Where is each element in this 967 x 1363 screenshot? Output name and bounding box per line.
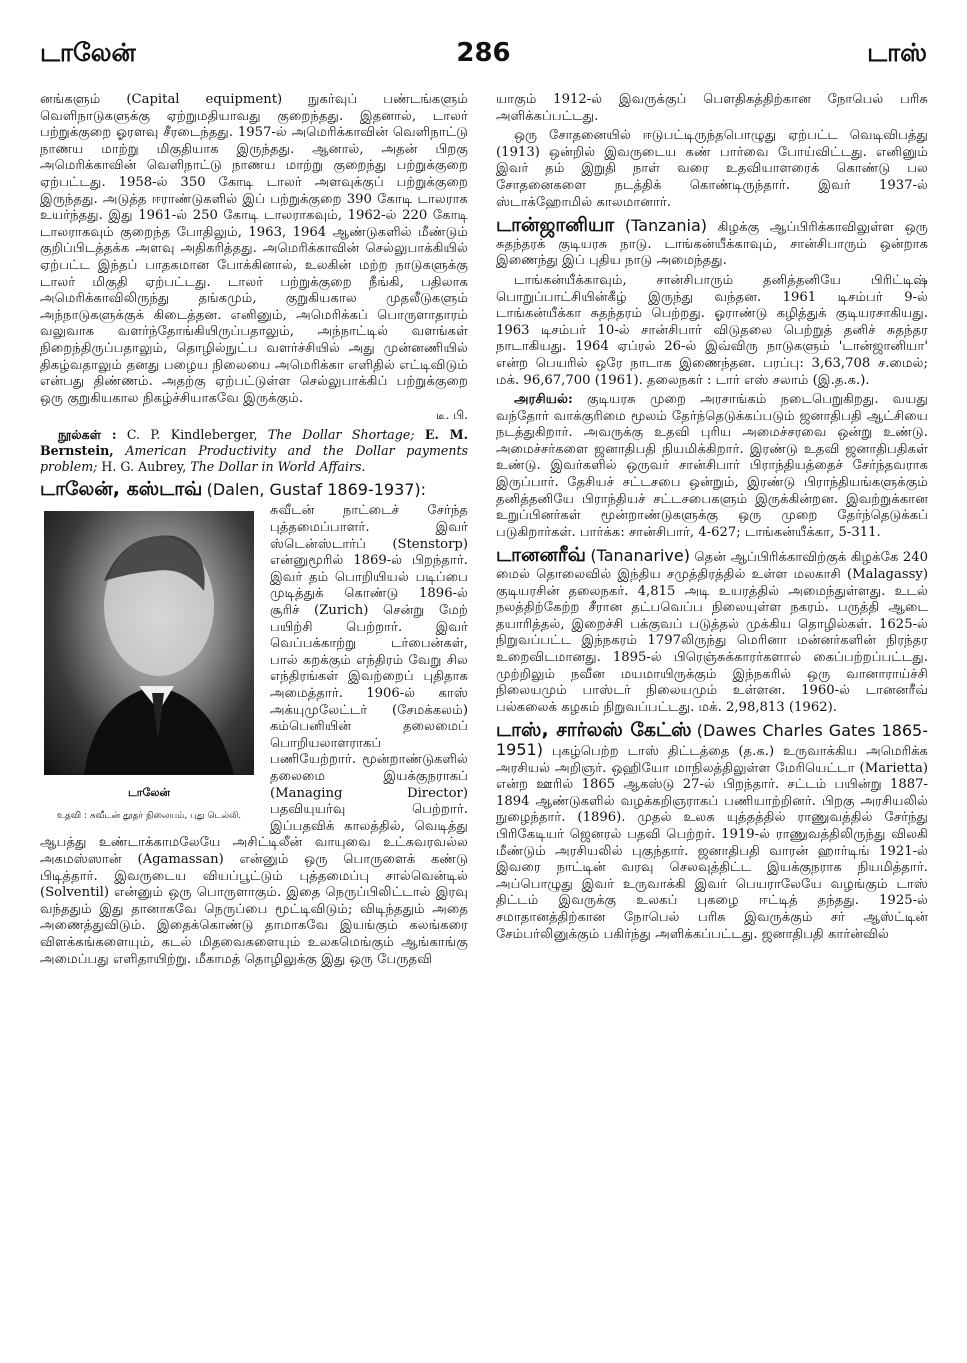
entry-dalen-text: சுவீடன் நாட்டைச் சேர்ந்த புத்தமைப்பாளர். இவர் ஸ்டென்ஸ்டார்ப் (Stenstorp) என்னுமூரில் 1869-ல் பிறந்தார். இவர் தம் பொறியியல் படிப்பை முடித்துக் கொண்டு 1896-ல் சூரிச் (Zurich) சென்று மேற் பயிற்சி பெற்றார். இவர் வெப்பக்காற்று டர்பைன்கள், பால் கறக்கும் எந்திரம் வேறு சில எந்திரங்கள் இவற்றைப் புதிதாக அமைத்தார். 1906-ல் காஸ் அக்யுமுலேட்டர் (சேமக்கலம்) கம்பெனியின் தலைமைப் பொறியலாளராகப் பணியேற்றார். மூன்றாண்டுகளில் தலைமை இயக்குநராகப் (Managing Director) பதவியுயர்வு பெற்றார். இப்பதவிக் காலத்தில், வெடித்து ஆபத்து உண்டாக்காமலேயே அசிட்டிலீன் வாயுவை உட்கவரவல்ல அகமஸ்ஸான் (Agamassan) என்னும் ஒரு பொருளைக் கண்டு பிடித்தார். இவருடைய வியப்பூட்டும் புத்தமைப்பு சால்வென்டில் (Solventil) என்னும் ஒரு பொருளாகும். இதை நெருப்பிலிட்டால் இரவு வந்ததும் இது தானாகவே நெருப்பை மூட்டிவிடும்; விடிந்ததும் அதை அணைத்துவிடும். இதைக்கொண்டு தாமாகவே இயங்கும் கலங்கரை விளக்கங்களையும், கடல் மிதவைகளையும் உலகமெங்கும் ஆங்காங்கு அமைப்பது எளிதாயிற்று. மீகாமத் தொழிலுக்கு இது ஒரு பேருதவி	[40, 503, 468, 967]
entry-dalen-headline	[40, 478, 468, 501]
portrait-photo	[44, 511, 254, 775]
entry-headword-english: (Dawes Charles Gates 1865-1951)	[496, 721, 929, 759]
entry-headword-english: (Dalen, Gustaf 1869-1937):	[206, 479, 427, 499]
entry-dawes: டாஸ், சார்லஸ் கேட்ஸ் (Dawes Charles Gates 1865-1951) புகழ்பெற்ற டாஸ் திட்டத்தை (த.க.) உருவாக்கிய அமெரிக்க அரசியல் அறிஞர். ஒஹியோ மாநிலத்திலுள்ள மேரியெட்டா (Marietta) என்ற ஊரில் 1865 ஆகஸ்டு 27-ல் பிறந்தார். சட்டம் பயின்று 1887-1894 ஆண்டுகளில் வழக்கறிஞராகப் பணியாற்றினர். பிறகு அரசியலில் நுழைந்தார். (1896). முதல் உலக யுத்தத்தில் ராணுவத்தில் சேர்ந்து பிரிகேடியர் ஜெனரல் பதவி பெற்றர். 1919-ல் ராணுவத்திலிருந்து விலகி மீண்டும் அரசியலில் புகுந்தார். ஜனாதிபதி வாரன் ஹார்டிங் 1921-ல் இவரை நாட்டின் வரவு செலவுத்திட்ட இயக்குநராக நியமித்தார். அப்பொழுது இவர் உருவாக்கி இவர் பெயராலேயே வழங்கும் டாஸ் திட்டம் இவருக்கு உலகப் புகழை ஈட்டித் தந்தது. 1925-ல் சமாதானத்திற்கான நோபெல் பரிசு இவருக்கும் சர் ஆஸ்ட்டின் சேம்பர்லினுக்கும் பகிர்ந்து அளிக்கப்பட்டது. ஜனாதிபதி கார்ன்வில்	[496, 719, 929, 942]
right-column	[496, 92, 928, 946]
running-head-left: டாலேன்	[40, 38, 136, 67]
bibliography: நூல்கள் : C. P. Kindleberger, The Dollar Shortage; E. M. Bernstein, American Productivity and the Dollar payments problem; H. G. Aubrey, The Dollar in World Affairs.	[40, 426, 468, 474]
entry-headword: டாலேன், கஸ்டாவ்	[40, 477, 203, 500]
running-head-right: டாஸ்	[867, 38, 927, 67]
entry-tananarive: டானனரீவ் (Tananarive) தென் ஆப்பிரிக்காவிற்குக் கிழக்கே 240 மைல் தொலைவில் இந்திய சமுத்திரத்தில் உள்ள மலகாசி (Malagassy) குடியரசின் தலைநகர். 4,815 அடி உயரத்தில் அமைந்துள்ளது. உடல் நலத்திற்கேற்ற சீரான தட்பவெப்ப நிலையுள்ள நகரம். பருத்தி ஆடை தயாரித்தல், இறைச்சி பக்குவப் படுத்தல் முக்கிய தொழில்கள். 1625-ல் நிறுவப்பட்ட இந்நகரம் 1797லிருந்து மெரினா மன்னர்களின் நிரந்தர உறைவிடமானது. 1895-ல் பிரெஞ்சுக்காரர்களால் கைப்பற்றப்பட்டது. முற்றிலும் நவீன மயமாயிருக்கும் இந்நகரில் ஒரு வானாராய்ச்சி நிலையமும் பாஸ்டர் நிலையமும் உள்ளன. 1960-ல் டானனரீவ் பல்கலைக் கழகம் நிறுவப்பட்டது. மக். 2,98,813 (1962).	[496, 544, 928, 715]
tanzania-paragraph-2: டாங்கன்யீக்காவும், சான்சிபாரும் தனித்தனியே பிரிட்டிஷ் பொறுப்பாட்சியின்கீழ் இருந்து வந்தன. 1961 டிசம்பர் 9-ல் டாங்கன்யீக்கா சுதந்தரம் பெற்றது. ஓராண்டு கழித்துக் குடியரசாகியது. 1963 டிசம்பர் 10-ல் சான்சிபார் விடுதலை பெற்றுத் தனிச் சுதந்தர நாடாகியது. 1964 ஏப்ரல் 26-ல் இவ்விரு நாடுகளும் 'டான்ஜானியா' என்ற பெயரில் ஒரே நாடாக இணைந்தன. பரப்பு: 3,63,708 ச.மைல்; மக். 96,67,700 (1961). தலைநகர் : டார் எஸ் சலாம் (இ.த.க.).	[496, 272, 928, 388]
author-signature: டீ. பி.	[436, 408, 468, 423]
entry-headword: டாஸ், சார்லஸ் கேட்ஸ்	[496, 719, 692, 742]
entry-headword-english: (Tanzania)	[624, 216, 708, 236]
figure-credit: உதவி : சுவீடன் தூதர் நிலையம், புது டெல்லி.	[56, 811, 242, 822]
figure-caption: டாலேன்	[127, 786, 171, 800]
portrait-silhouette	[44, 511, 254, 775]
dalen-paragraph-2: ஒரு சோதனையில் ஈடுபட்டிருந்தபொழுது ஏற்பட்ட வெடிவிபத்து (1913) ஒன்றில் இவருடைய கண் பார்வை போய்விட்டது. எனினும் இவர் தம் இறுதி நாள் வரை உதவியாளரைக் கொண்டு பல சோதனைகளை நடத்திக் கொண்டிருந்தார். இவர் 1937-ல் ஸ்டாக்ஹோமில் காலமானார்.	[496, 128, 928, 210]
entry-headword-english: (Tananarive)	[590, 546, 690, 566]
entry-tanzania: டான்ஜானியா (Tanzania) கிழக்கு ஆப்பிரிக்காவிலுள்ள ஒரு சுதந்தரக் குடியரசு நாடு. டாங்கன்யீக்காவும், சான்சிபாரும் ஒன்றாக இணைந்து இப் புதிய நாடு அமைந்தது.	[496, 214, 929, 269]
tanzania-politics: அரசியல்: குடியரசு முறை அரசாங்கம் நடைபெறுகிறது. வயது வந்தோர் வாக்குரிமை மூலம் தேர்ந்தெடுக்கப்படும் ஜனாதிபதி ஆட்சியை நடத்துகிறார். அவருக்கு உதவி புரிய அமைச்சரவை ஒன்று உண்டு. அமைச்சர்களை ஜனாதிபதி நியமிக்கிறார். இரண்டு உதவி ஜனாதிபதிகள் உண்டு. இவர்களில் ஒருவர் சான்சிபார் பிராந்தியத்தைச் சேர்ந்தவராக இருப்பார். தேசியச் சட்டசபை ஒன்றும், இரண்டு பிராந்தியங்களுக்கும் தனித்தனியே பிராந்தியச் சட்டசபைகளும் இருக்கின்றன. இவற்றுக்கான உறுப்பினர்கள் மூன்றாண்டுகளுக்கு ஒரு முறை தேர்ந்தெடுக்கப் படுகிறார்கள். பார்க்க: சான்சிபார், 4-627; டாங்கன்யீக்கா, 5-311.	[496, 392, 928, 540]
left-column	[40, 92, 468, 971]
dalen-continuation: யாகும் 1912-ல் இவருக்குப் பௌதிகத்திற்கான நோபெல் பரிசு அளிக்கப்பட்டது.	[496, 92, 928, 124]
portrait-figure	[40, 511, 258, 823]
dollar-shortage-paragraph: னங்களும் (Capital equipment) நுகர்வுப் பண்டங்களும் வெளிநாடுகளுக்கு ஏற்றுமதியாவது குறைந்தது. இதனால், டாலர் பற்றுக்குறை ஓரளவு சீரடைந்தது. 1957-ல் அமெரிக்காவின் வெளிநாட்டு நாணய மாற்று மிகுதியாக இருந்தது. ஆனால், அதன் பிறகு அமெரிக்காவின் வெளிநாட்டு நாணய மாற்று குறைந்து பற்றுக்குறை ஏற்பட்டது. 1958-ல் 350 கோடி டாலர் அளவுக்குப் பற்றுக்குறை இருந்தது. அடுத்த ஈராண்டுகளில் இப் பற்றுக்குறை 390 கோடி டாலராக உயர்ந்தது. இது 1961-ல் 250 கோடி டாலராகவும், 1962-ல் 220 கோடி டாலராகவும் குறைந்த போதிலும், 1963, 1964 ஆண்டுகளில் மீண்டும் குறிப்பிடத்தக்க அளவு அதிகரித்தது. அமெரிக்காவின் செல்லுபாக்கியில் ஏற்பட்ட இந்தப் பாதகமான போக்கினால், உலகின் மற்ற நாடுகளுக்கு டாலர் மிகுதி ஏற்பட்டது. டாலர் பற்றுக்குறை நீங்கி, பதிலாக அமெரிக்காவிலிருந்து தங்கமும், குறுகியகால முதலீடுகளும் அந்நாடுகளுக்குக் கிடைத்தன. எனினும், அமெரிக்கப் பொருளாதாரம் வலுவாக வளர்ந்தோங்கியிருப்பதாலும், அந்நாட்டில் வளங்கள் நிறைந்திருப்பதாலும், தொழில்நுட்ப வளர்ச்சியில் அது முன்னணியில் திகழ்வதாலும் தனது பழைய நிலையை அமெரிக்கா எளிதில் எட்டிவிடும் என்பது திண்ணம். அதற்கு ஏற்பட்டுள்ள செல்லுபாக்கிப் பற்றுக்குறை ஒரு குறுகியகால நிகழ்ச்சியாகவே இருக்கும். டீ. பி.	[40, 92, 468, 423]
page-number: 286	[456, 38, 511, 68]
page-header	[40, 38, 927, 78]
entry-headword: டான்ஜானியா	[496, 214, 615, 237]
entry-headword: டானனரீவ்	[496, 544, 586, 567]
